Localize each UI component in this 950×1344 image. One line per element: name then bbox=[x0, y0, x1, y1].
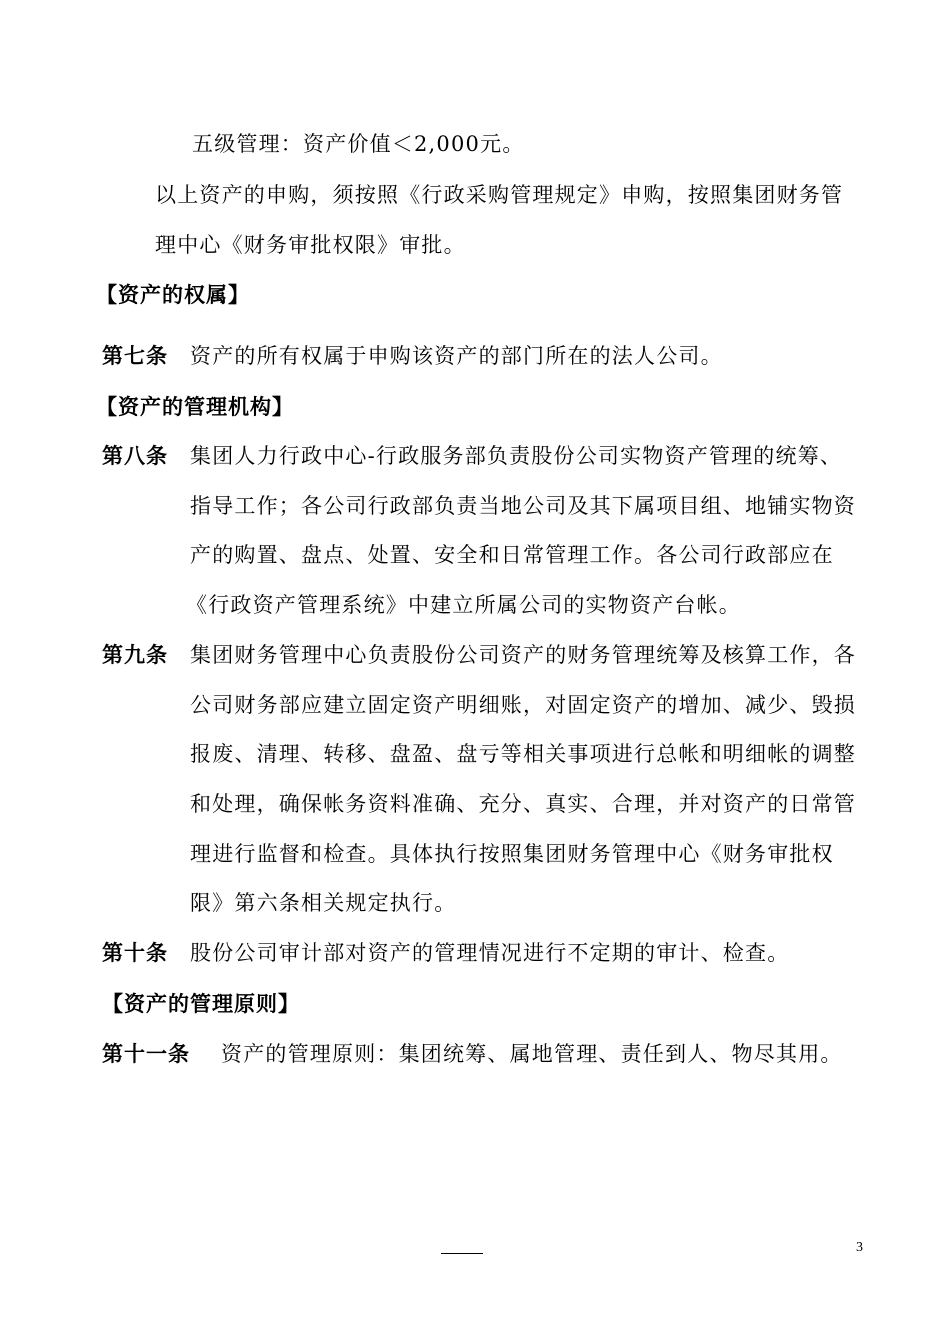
text-line-approval: 理中心《财务审批权限》审批。 bbox=[155, 233, 466, 257]
article-number-9: 第九条 bbox=[102, 643, 168, 667]
article-number-10: 第十条 bbox=[102, 941, 168, 965]
article-number-8: 第八条 bbox=[102, 444, 168, 468]
article-8-line: 集团人力行政中心-行政服务部负责股份公司实物资产管理的统筹、 bbox=[190, 444, 843, 468]
article-7-text: 资产的所有权属于申购该资产的部门所在的法人公司。 bbox=[190, 344, 723, 368]
section-heading-principle: 【资产的管理原则】 bbox=[102, 992, 300, 1016]
article-9-line: 和处理，确保帐务资料准确、充分、真实、合理，并对资产的日常管 bbox=[190, 792, 856, 816]
footer-rule bbox=[441, 1253, 483, 1254]
text-line-purchase-rule: 以上资产的申购，须按照《行政采购管理规定》申购，按照集团财务管 bbox=[155, 183, 844, 207]
page-number: 3 bbox=[856, 1240, 863, 1255]
article-10-text: 股份公司审计部对资产的管理情况进行不定期的审计、检查。 bbox=[190, 941, 790, 965]
article-9-line: 公司财务部应建立固定资产明细账，对固定资产的增加、减少、毁损 bbox=[190, 693, 856, 717]
text-line-level-five: 五级管理：资产价值＜2,000元。 bbox=[192, 132, 525, 156]
article-8-line: 《行政资产管理系统》中建立所属公司的实物资产台帐。 bbox=[186, 593, 741, 617]
article-number-7: 第七条 bbox=[102, 344, 168, 368]
article-8-line: 产的购置、盘点、处置、安全和日常管理工作。各公司行政部应在 bbox=[190, 543, 834, 567]
section-heading-organization: 【资产的管理机构】 bbox=[96, 395, 294, 419]
article-8-line: 指导工作；各公司行政部负责当地公司及其下属项目组、地铺实物资 bbox=[190, 494, 856, 518]
article-9-line: 理进行监督和检查。具体执行按照集团财务管理中心《财务审批权 bbox=[190, 842, 834, 866]
article-9-line: 报废、清理、转移、盘盈、盘亏等相关事项进行总帐和明细帐的调整 bbox=[190, 742, 856, 766]
article-9-line: 集团财务管理中心负责股份公司资产的财务管理统筹及核算工作，各 bbox=[190, 643, 856, 667]
article-9-line: 限》第六条相关规定执行。 bbox=[190, 891, 457, 915]
section-heading-ownership: 【资产的权属】 bbox=[96, 283, 250, 307]
article-number-11: 第十一条 bbox=[102, 1042, 190, 1066]
article-11-text: 资产的管理原则：集团统筹、属地管理、责任到人、物尽其用。 bbox=[221, 1042, 843, 1066]
